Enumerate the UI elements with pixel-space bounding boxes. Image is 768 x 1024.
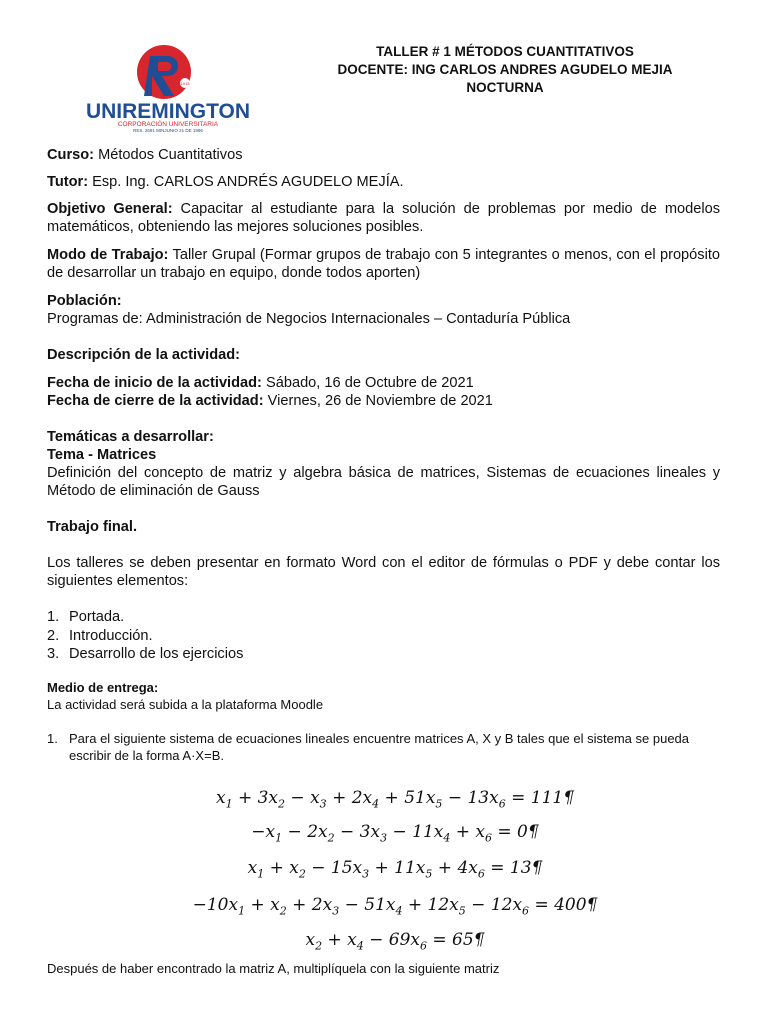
objetivo-value: Capacitar al estudiante para la solución de problemas por medio de modelos matemáticos, obteniendo las mejores soluciones posibles. [47, 201, 720, 235]
document-header [300, 43, 710, 97]
modo-label: Modo de Trabajo: [47, 247, 169, 263]
list-item-text: Desarrollo de los ejercicios [69, 646, 244, 662]
poblacion-value: Programas de: Administración de Negocios Internacionales – Contaduría Pública [47, 311, 571, 327]
header-schedule: NOCTURNA [466, 80, 544, 95]
tematicas-block [47, 428, 720, 500]
ejercicio-1-text: Para el siguiente sistema de ecuaciones lineales encuentre matrices A, X y B tales que el sistema se pueda escribir de la forma A·X=B. [69, 731, 690, 763]
trabajo-final-intro: Los talleres se deben presentar en formato Word con el editor de fórmulas o PDF y debe contar los siguientes elementos: [47, 555, 720, 589]
tutor-label: Tutor: [47, 174, 89, 190]
equation-1: $x_1 + 3x_2 - x_3 + 2x_4 + 51x_5 - 13x_6$ = 111¶ [215, 788, 575, 811]
fecha-cierre-value: Viernes, 26 de Noviembre de 2021 [267, 393, 493, 409]
tema-title: Tema - Matrices [47, 447, 157, 463]
tematicas-label: Temáticas a desarrollar: [47, 429, 214, 445]
modo-paragraph [47, 246, 720, 282]
header-title: TALLER # 1 MÉTODOS CUANTITATIVOS [376, 44, 634, 59]
list-item-text: Introducción. [69, 628, 153, 644]
equation-5: $x_2 + x_4 - 69x_6$ = 65¶ [305, 930, 485, 953]
logo-name: UNIREMINGTON [85, 100, 251, 123]
tutor-value: Esp. Ing. CARLOS ANDRÉS AGUDELO MEJÍA. [92, 174, 404, 190]
logo-small-line: RES. 2661 MINJUNIO 21 DE 1996 [133, 128, 203, 133]
despues-text: Después de haber encontrado la matriz A, multiplíquela con la siguiente matriz [47, 961, 500, 976]
header-teacher: DOCENTE: ING CARLOS ANDRES AGUDELO MEJIA [337, 62, 673, 77]
ejercicio-1 [47, 730, 720, 764]
fecha-inicio-label: Fecha de inicio de la actividad: [47, 375, 262, 391]
fecha-cierre-line [47, 392, 720, 410]
poblacion-label: Población: [47, 293, 122, 309]
modo-value: Taller Grupal (Formar grupos de trabajo con 5 integrantes o menos, con el propósito de desarrollar un trabajo en equipo, donde todos aporten) [47, 247, 721, 281]
trabajo-final-heading [47, 518, 720, 536]
fecha-inicio-line [47, 374, 720, 392]
tematicas-value: Definición del concepto de matriz y algebra básica de matrices, Sistemas de ecuaciones lineales y Método de eliminación de Gauss [47, 465, 720, 499]
list-item-number: 2. [47, 628, 60, 644]
ejercicio-1-number: 1. [47, 731, 58, 746]
list-item-text: Portada. [69, 609, 125, 625]
logo-subtitle: CORPORACIÓN UNIVERSITARIA [117, 121, 219, 128]
objetivo-label: Objetivo General: [47, 201, 173, 217]
curso-line [47, 146, 720, 164]
logo-badge: 1915 [180, 81, 190, 86]
medio-entrega-value: La actividad será subida a la plataforma Moodle [47, 697, 324, 712]
fecha-cierre-label: Fecha de cierre de la actividad: [47, 393, 264, 409]
objetivo-paragraph [47, 200, 720, 236]
equation-2: $-x_1 - 2x_2 - 3x_3 - 11x_4 + x_6$ = 0¶ [251, 822, 539, 845]
descripcion-label: Descripción de la actividad: [47, 347, 241, 363]
trabajo-final-label: Trabajo final. [47, 519, 138, 535]
medio-entrega-label: Medio de entrega: [47, 680, 159, 695]
list-item-number: 1. [47, 609, 60, 625]
curso-label: Curso: [47, 147, 95, 163]
poblacion-block [47, 292, 720, 328]
list-item-number: 3. [47, 646, 60, 662]
equation-4: $-10x_1 + x_2 + 2x_3 - 51x_4 + 12x_5 - 12x_6$ = 400¶ [192, 895, 598, 918]
uniremington-logo [78, 44, 258, 134]
logo-emblem [137, 45, 191, 99]
descripcion-heading [47, 346, 720, 364]
curso-value: Métodos Cuantitativos [98, 147, 243, 163]
tutor-line [47, 173, 720, 191]
fecha-inicio-value: Sábado, 16 de Octubre de 2021 [265, 375, 474, 391]
equation-3: $x_1 + x_2 - 15x_3 + 11x_5 + 4x_6$ = 13¶ [247, 858, 543, 881]
medio-entrega-block [47, 679, 720, 713]
